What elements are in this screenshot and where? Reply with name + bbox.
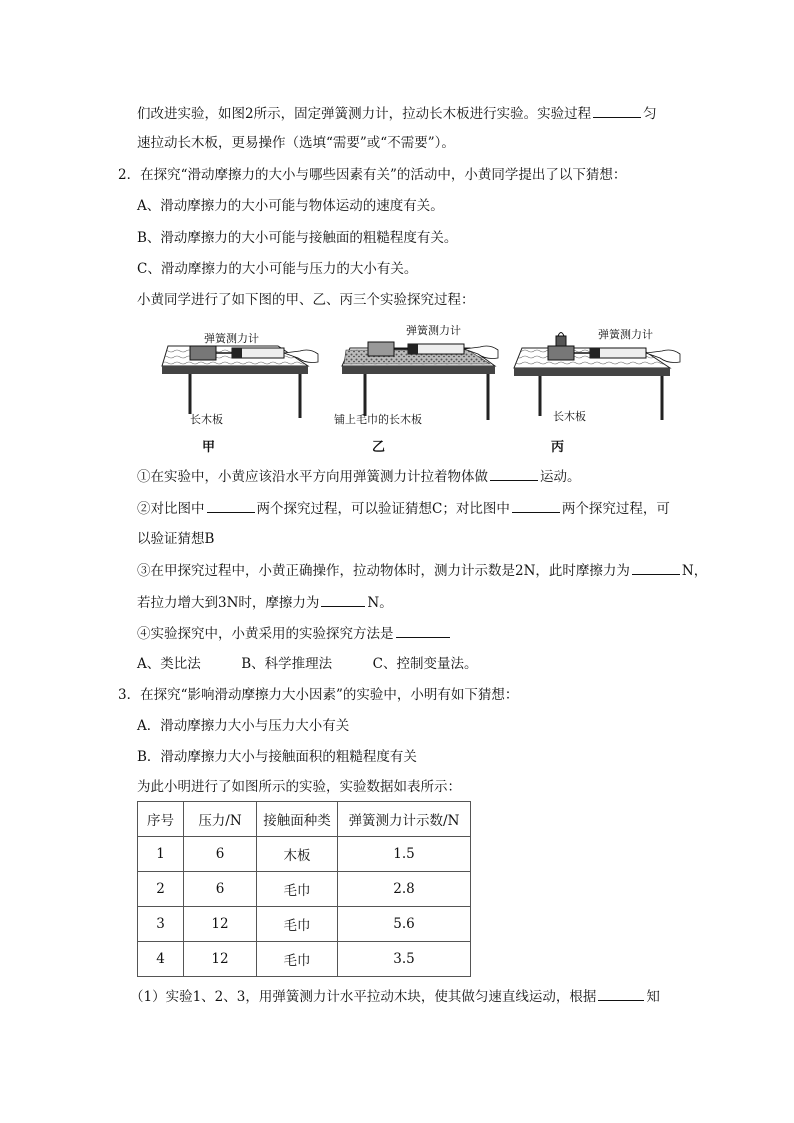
answer-blank[interactable] <box>512 498 560 513</box>
data-table <box>137 801 471 977</box>
answer-blank[interactable] <box>632 560 680 575</box>
answer-blank[interactable] <box>207 498 255 513</box>
panel-name-yi: 乙 <box>372 440 386 455</box>
table-cell: 2.8 <box>338 872 471 907</box>
q2-hypothesis-c: C、滑动摩擦力的大小可能与压力的大小有关。 <box>137 261 418 277</box>
panel-name-bing: 丙 <box>551 440 565 455</box>
q2-sub3-cont: 若拉力增大到3N时，摩擦力为 N。 <box>137 592 393 613</box>
table-cell: 3.5 <box>338 942 471 977</box>
table-header: 压力/N <box>184 802 257 837</box>
table-row <box>138 942 471 977</box>
panel-bing <box>514 333 680 421</box>
answer-blank[interactable] <box>593 103 641 118</box>
q2-hypothesis-b: B、滑动摩擦力的大小可能与接触面的粗糙程度有关。 <box>137 230 458 246</box>
table-cell: 6 <box>184 872 257 907</box>
table-cell: 1.5 <box>338 837 471 872</box>
table-cell: 3 <box>138 907 184 942</box>
table-header-row <box>138 802 471 837</box>
table-header: 弹簧测力计示数/N <box>338 802 471 837</box>
q1-line1 <box>137 103 657 124</box>
q2-sub2-cont: 以验证猜想B <box>137 531 215 547</box>
q2-hypothesis-a: A、滑动摩擦力的大小可能与物体运动的速度有关。 <box>137 198 444 214</box>
q2-sub3: ③在甲探究过程中，小黄正确操作，拉动物体时，测力计示数是2N，此时摩擦力为 N， <box>137 560 707 581</box>
q2-options: A、类比法 B、科学推理法 C、控制变量法。 <box>137 656 478 672</box>
answer-blank[interactable] <box>598 986 644 1001</box>
q3-hypothesis-b: B．滑动摩擦力大小与接触面积的粗糙程度有关 <box>137 749 417 765</box>
table-header: 接触面种类 <box>257 802 338 837</box>
table-header: 序号 <box>138 802 184 837</box>
q1-text: 们改进实验，如图2所示，固定弹簧测力计，拉动长木板进行实验。实验过程 <box>137 106 592 122</box>
table-cell: 4 <box>138 942 184 977</box>
q2-stem: 2．在探究“滑动摩擦力的大小与哪些因素有关”的活动中，小黄同学提出了以下猜想： <box>118 167 627 183</box>
table-row <box>138 872 471 907</box>
q2-intro: 小黄同学进行了如下图的甲、乙、丙三个实验探究过程： <box>137 292 475 308</box>
panel-jia <box>162 346 318 418</box>
table-cell: 6 <box>184 837 257 872</box>
q3-hypothesis-a: A．滑动摩擦力大小与压力大小有关 <box>137 718 350 734</box>
table-cell: 12 <box>184 942 257 977</box>
answer-blank[interactable] <box>396 623 450 638</box>
table-cell: 木板 <box>257 837 338 872</box>
panel-name-jia: 甲 <box>202 440 216 455</box>
board-label-jia: 长木板 <box>190 413 223 426</box>
table-row <box>138 837 471 872</box>
board-label-bing: 长木板 <box>553 410 586 423</box>
table-cell: 12 <box>184 907 257 942</box>
table-cell: 2 <box>138 872 184 907</box>
table-row <box>138 907 471 942</box>
meter-label-jia: 弹簧测力计 <box>204 332 259 345</box>
table-cell: 5.6 <box>338 907 471 942</box>
meter-label-bing: 弹簧测力计 <box>598 328 653 341</box>
q1-line2: 速拉动长木板，更易操作（选填“需要”或“不需要”）。 <box>137 135 455 151</box>
answer-blank[interactable] <box>490 466 538 481</box>
experiment-figure <box>150 318 700 456</box>
panel-yi <box>342 342 498 420</box>
q3-sub1: （1）实验1、2、3，用弹簧测力计水平拉动木块，使其做匀速直线运动，根据 知 <box>130 986 660 1007</box>
meter-label-yi: 弹簧测力计 <box>406 324 461 337</box>
q2-sub1: ①在实验中，小黄应该沿水平方向用弹簧测力计拉着物体做 运动。 <box>137 466 581 487</box>
q2-sub2: ②对比图中 两个探究过程，可以验证猜想C；对比图中 两个探究过程，可 <box>137 498 670 519</box>
table-cell: 毛巾 <box>257 872 338 907</box>
q3-stem: 3．在探究“影响滑动摩擦力大小因素”的实验中，小明有如下猜想： <box>118 687 519 703</box>
q1-text-end: 匀 <box>643 106 657 122</box>
table-cell: 1 <box>138 837 184 872</box>
answer-blank[interactable] <box>321 592 365 607</box>
q3-intro: 为此小明进行了如图所示的实验，实验数据如表所示： <box>137 779 461 795</box>
board-label-yi: 铺上毛巾的长木板 <box>334 413 422 426</box>
table-cell: 毛巾 <box>257 907 338 942</box>
table-cell: 毛巾 <box>257 942 338 977</box>
q2-sub4: ④实验探究中，小黄采用的实验探究方法是 <box>137 623 452 644</box>
